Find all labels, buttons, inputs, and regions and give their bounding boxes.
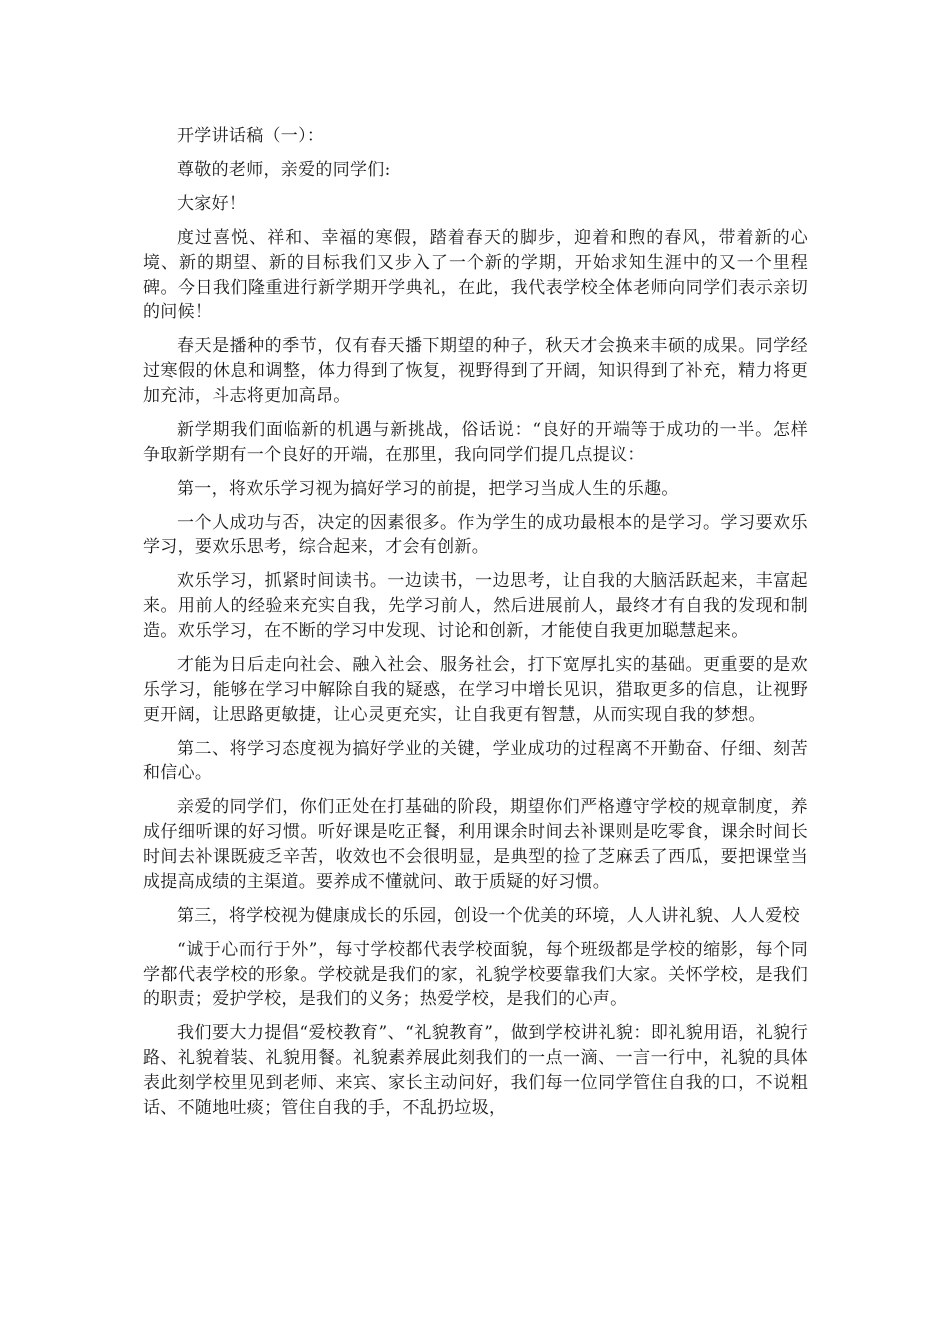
paragraph: 亲爱的同学们，你们正处在打基础的阶段，期望你们严格遵守学校的规章制度，养成仔细听课的好习惯。听好课是吃正餐，利用课余时间去补课则是吃零食，课余时间长时间去补课既疲乏辛苦，收效也不会很明显，是典型的捡了芝麻丢了西瓜，要把课堂当成提高成绩的主渠道。要养成不懂就问、敢于质疑的好习惯。 bbox=[143, 797, 808, 892]
paragraph: 度过喜悦、祥和、幸福的寒假，踏着春天的脚步，迎着和煦的春风，带着新的心境、新的期望、新的目标我们又步入了一个新的学期，开始求知生涯中的又一个里程碑。今日我们隆重进行新学期开学典礼，在此，我代表学校全体老师向同学们表示亲切的问候！ bbox=[143, 227, 808, 323]
paragraph: “诚于心而行于外”，每寸学校都代表学校面貌，每个班级都是学校的缩影，每个同学都代表学校的形象。学校就是我们的家，礼貌学校要靠我们大家。关怀学校，是我们的职责；爱护学校，是我们的义务；热爱学校，是我们的心声。 bbox=[143, 939, 808, 1010]
paragraph: 一个人成功与否，决定的因素很多。作为学生的成功最根本的是学习。学习要欢乐学习，要欢乐思考，综合起来，才会有创新。 bbox=[143, 512, 808, 558]
paragraph: 第二、将学习态度视为搞好学业的关键，学业成功的过程离不开勤奋、仔细、刻苦和信心。 bbox=[143, 738, 808, 784]
paragraph: 欢乐学习，抓紧时间读书。一边读书，一边思考，让自我的大脑活跃起来，丰富起来。用前人的经验来充实自我，先学习前人，然后进展前人，最终才有自我的发现和制造。欢乐学习，在不断的学习中发现、讨论和创新，才能使自我更加聪慧起来。 bbox=[143, 571, 808, 642]
paragraph: 第三，将学校视为健康成长的乐园，创设一个优美的环境，人人讲礼貌、人人爱校 bbox=[177, 905, 800, 926]
paragraph: 第一，将欢乐学习视为搞好学习的前提，把学习当成人生的乐趣。 bbox=[177, 478, 679, 499]
paragraph: 我们要大力提倡“爱校教育”、“礼貌教育”，做到学校讲礼貌：即礼貌用语，礼貌行路、礼貌着装、礼貌用餐。礼貌素养展此刻我们的一点一滴、一言一行中，礼貌的具体表此刻学校里见到老师、来宾、家长主动问好，我们每一位同学管住自我的口，不说粗话、不随地吐痰；管住自我的手，不乱扔垃圾， bbox=[143, 1023, 808, 1118]
paragraph: 新学期我们面临新的机遇与新挑战，俗话说：“良好的开端等于成功的一半。怎样争取新学期有一个良好的开端，在那里，我向同学们提几点提议： bbox=[143, 419, 808, 465]
salutation: 尊敬的老师，亲爱的同学们: bbox=[177, 159, 391, 180]
paragraph: 春天是播种的季节，仅有春天播下期望的种子，秋天才会换来丰硕的成果。同学经过寒假的休息和调整，体力得到了恢复，视野得到了开阔，知识得到了补充，精力将更加充沛，斗志将更加高昂。 bbox=[143, 336, 808, 406]
paragraph: 才能为日后走向社会、融入社会、服务社会，打下宽厚扎实的基础。更重要的是欢乐学习，能够在学习中解除自我的疑惑，在学习中增长见识，猎取更多的信息，让视野更开阔，让思路更敏捷，让心灵更充实，让自我更有智慧，从而实现自我的梦想。 bbox=[143, 655, 808, 725]
heading-title: 开学讲话稿（一）： bbox=[177, 126, 325, 146]
document-body bbox=[143, 124, 808, 1130]
greeting: 大家好！ bbox=[177, 193, 247, 214]
